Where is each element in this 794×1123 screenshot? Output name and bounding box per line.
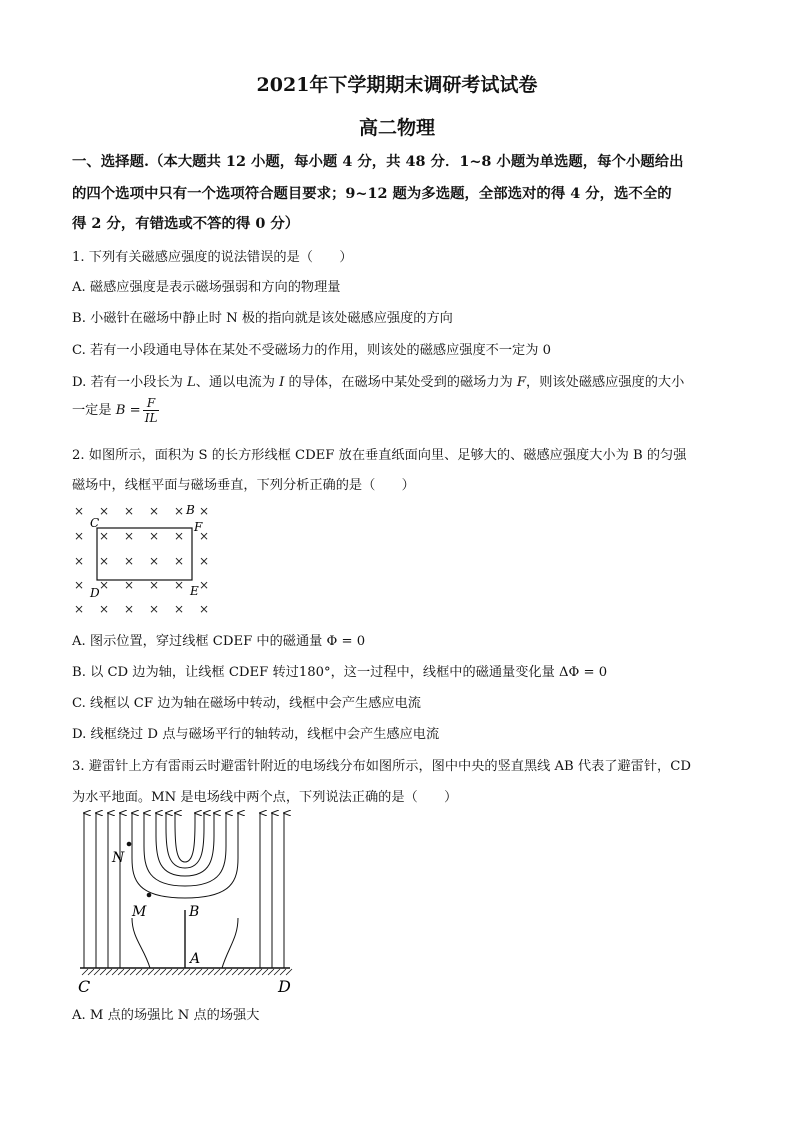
q1-option-a: A. 磁感应强度是表示磁场强弱和方向的物理量 bbox=[72, 280, 341, 295]
q2-option-a: A. 图示位置，穿过线框 CDEF 中的磁通量 Φ = 0 bbox=[72, 634, 366, 649]
ground-hatch bbox=[250, 969, 256, 975]
ground-hatch bbox=[100, 969, 106, 975]
ground-hatch bbox=[280, 969, 286, 975]
field-cross: × bbox=[124, 504, 135, 518]
ground-hatch bbox=[184, 969, 190, 975]
section-heading-line3: 得 2 分，有错选或不答的得 0 分） bbox=[72, 215, 300, 232]
field-cross: × bbox=[149, 504, 160, 518]
ground-hatch bbox=[268, 969, 274, 975]
label-a: A bbox=[190, 951, 201, 967]
q3-stem-line1: 3. 避雷针上方有雷雨云时避雷针附近的电场线分布如图所示，图中中央的竖直黑线 AB 代表了避雷针，CD bbox=[72, 759, 691, 774]
ground-hatch bbox=[274, 969, 280, 975]
ground-hatch bbox=[226, 969, 232, 975]
label-c: C bbox=[90, 516, 100, 530]
field-line bbox=[185, 813, 195, 862]
field-line bbox=[132, 918, 150, 968]
field-cross: × bbox=[74, 602, 85, 616]
field-cross: × bbox=[99, 504, 110, 518]
ground-hatch bbox=[208, 969, 214, 975]
q1-option-b: B. 小磁针在磁场中静止时 N 极的指向就是该处磁感应强度的方向 bbox=[72, 311, 453, 326]
ground-hatch bbox=[160, 969, 166, 975]
ground-hatch bbox=[262, 969, 268, 975]
field-cross: × bbox=[174, 578, 185, 592]
field-cross: × bbox=[149, 602, 160, 616]
label-n: N bbox=[112, 850, 125, 866]
field-line bbox=[222, 918, 238, 968]
field-cross: × bbox=[74, 504, 85, 518]
field-line bbox=[185, 813, 214, 876]
section-heading-line2: 的四个选项中只有一个选项符合题目要求；9~12 题为多选题，全部选对的得 4 分，选不全的 bbox=[72, 185, 672, 202]
field-line bbox=[185, 813, 226, 886]
label-e: E bbox=[190, 584, 199, 598]
field-cross: × bbox=[199, 554, 210, 568]
ground-hatch bbox=[214, 969, 220, 975]
formula-fraction: $\frac{F}{IL}$ bbox=[144, 396, 158, 425]
label-m: M bbox=[132, 904, 147, 920]
field-cross: × bbox=[149, 554, 160, 568]
q1-option-d-formula: 一定是 B = $\frac{F}{IL}$ bbox=[72, 396, 158, 425]
q3-stem-line2: 为水平地面。MN 是电场线中两个点，下列说法正确的是（ ） bbox=[72, 790, 458, 805]
ground-hatch bbox=[88, 969, 94, 975]
field-cross: × bbox=[199, 529, 210, 543]
point-m bbox=[147, 893, 152, 898]
q3-lightning-rod-figure bbox=[72, 808, 302, 998]
ground-hatch bbox=[190, 969, 196, 975]
ground-hatch bbox=[154, 969, 160, 975]
section-heading-line1: 一、选择题.（本大题共 12 小题，每小题 4 分，共 48 分．1~8 小题为单选题，每个小题给出 bbox=[72, 153, 684, 170]
field-line bbox=[144, 813, 185, 886]
ground-hatch bbox=[256, 969, 262, 975]
ground-hatch bbox=[178, 969, 184, 975]
field-line bbox=[156, 813, 185, 876]
q2-stem-line2: 磁场中，线框平面与磁场垂直，下列分析正确的是（ ） bbox=[72, 478, 415, 493]
ground-hatch bbox=[142, 969, 148, 975]
field-cross: × bbox=[99, 529, 110, 543]
ground-hatch bbox=[94, 969, 100, 975]
ground-hatch bbox=[232, 969, 238, 975]
point-n bbox=[127, 842, 132, 847]
exam-title: 2021年下学期期末调研考试试卷 bbox=[256, 74, 538, 96]
ground-hatch bbox=[148, 969, 154, 975]
label-d: D bbox=[90, 586, 100, 600]
field-cross: × bbox=[149, 578, 160, 592]
field-cross: × bbox=[174, 554, 185, 568]
ground-hatch bbox=[112, 969, 118, 975]
label-c: C bbox=[78, 977, 91, 996]
label-f: F bbox=[194, 520, 203, 534]
label-d: D bbox=[278, 977, 291, 996]
field-line bbox=[175, 813, 185, 862]
ground-hatch bbox=[130, 969, 136, 975]
ground-hatch bbox=[166, 969, 172, 975]
ground-hatch bbox=[196, 969, 202, 975]
q2-option-d: D. 线框绕过 D 点与磁场平行的轴转动，线框中会产生感应电流 bbox=[72, 727, 440, 742]
field-cross: × bbox=[174, 529, 185, 543]
ground-hatch bbox=[238, 969, 244, 975]
ground-hatch bbox=[286, 969, 292, 975]
q3-option-a: A. M 点的场强比 N 点的场强大 bbox=[72, 1008, 260, 1023]
field-cross: × bbox=[174, 504, 185, 518]
field-cross: × bbox=[74, 578, 85, 592]
label-b: B bbox=[189, 904, 200, 920]
field-cross: × bbox=[199, 602, 210, 616]
field-cross: × bbox=[99, 578, 110, 592]
ground-hatch bbox=[220, 969, 226, 975]
field-cross: × bbox=[74, 554, 85, 568]
q2-magnetic-field-figure bbox=[68, 500, 218, 620]
field-cross: × bbox=[99, 602, 110, 616]
q2-option-c: C. 线框以 CF 边为轴在磁场中转动，线框中会产生感应电流 bbox=[72, 696, 421, 711]
q2-option-b: B. 以 CD 边为轴，让线框 CDEF 转过180°，这一过程中，线框中的磁通量变化量 ΔΦ = 0 bbox=[72, 665, 608, 680]
q1-option-d: D. 若有一小段长为 L、通以电流为 I 的导体，在磁场中某处受到的磁场力为 F，则该处磁感应强度的大小 bbox=[72, 375, 685, 390]
q1-stem: 1. 下列有关磁感应强度的说法错误的是（ ） bbox=[72, 250, 353, 265]
ground-hatch bbox=[124, 969, 130, 975]
field-cross: × bbox=[199, 578, 210, 592]
field-cross: × bbox=[124, 529, 135, 543]
ground-hatch bbox=[82, 969, 88, 975]
ground-hatch bbox=[118, 969, 124, 975]
label-b: B bbox=[186, 503, 195, 517]
exam-subject: 高二物理 bbox=[358, 117, 435, 139]
field-cross: × bbox=[149, 529, 160, 543]
q1-option-c: C. 若有一小段通电导体在某处不受磁场力的作用，则该处的磁感应强度不一定为 0 bbox=[72, 343, 551, 358]
field-cross: × bbox=[124, 602, 135, 616]
field-cross: × bbox=[124, 578, 135, 592]
field-cross: × bbox=[74, 529, 85, 543]
field-cross: × bbox=[174, 602, 185, 616]
field-cross: × bbox=[199, 504, 210, 518]
ground-hatch bbox=[136, 969, 142, 975]
field-cross: × bbox=[99, 554, 110, 568]
ground-hatch bbox=[244, 969, 250, 975]
ground-hatch bbox=[172, 969, 178, 975]
ground-hatch bbox=[106, 969, 112, 975]
ground-hatch bbox=[202, 969, 208, 975]
field-cross: × bbox=[124, 554, 135, 568]
q2-stem-line1: 2. 如图所示，面积为 S 的长方形线框 CDEF 放在垂直纸面向里、足够大的、磁感应强度大小为 B 的匀强 bbox=[72, 448, 687, 463]
